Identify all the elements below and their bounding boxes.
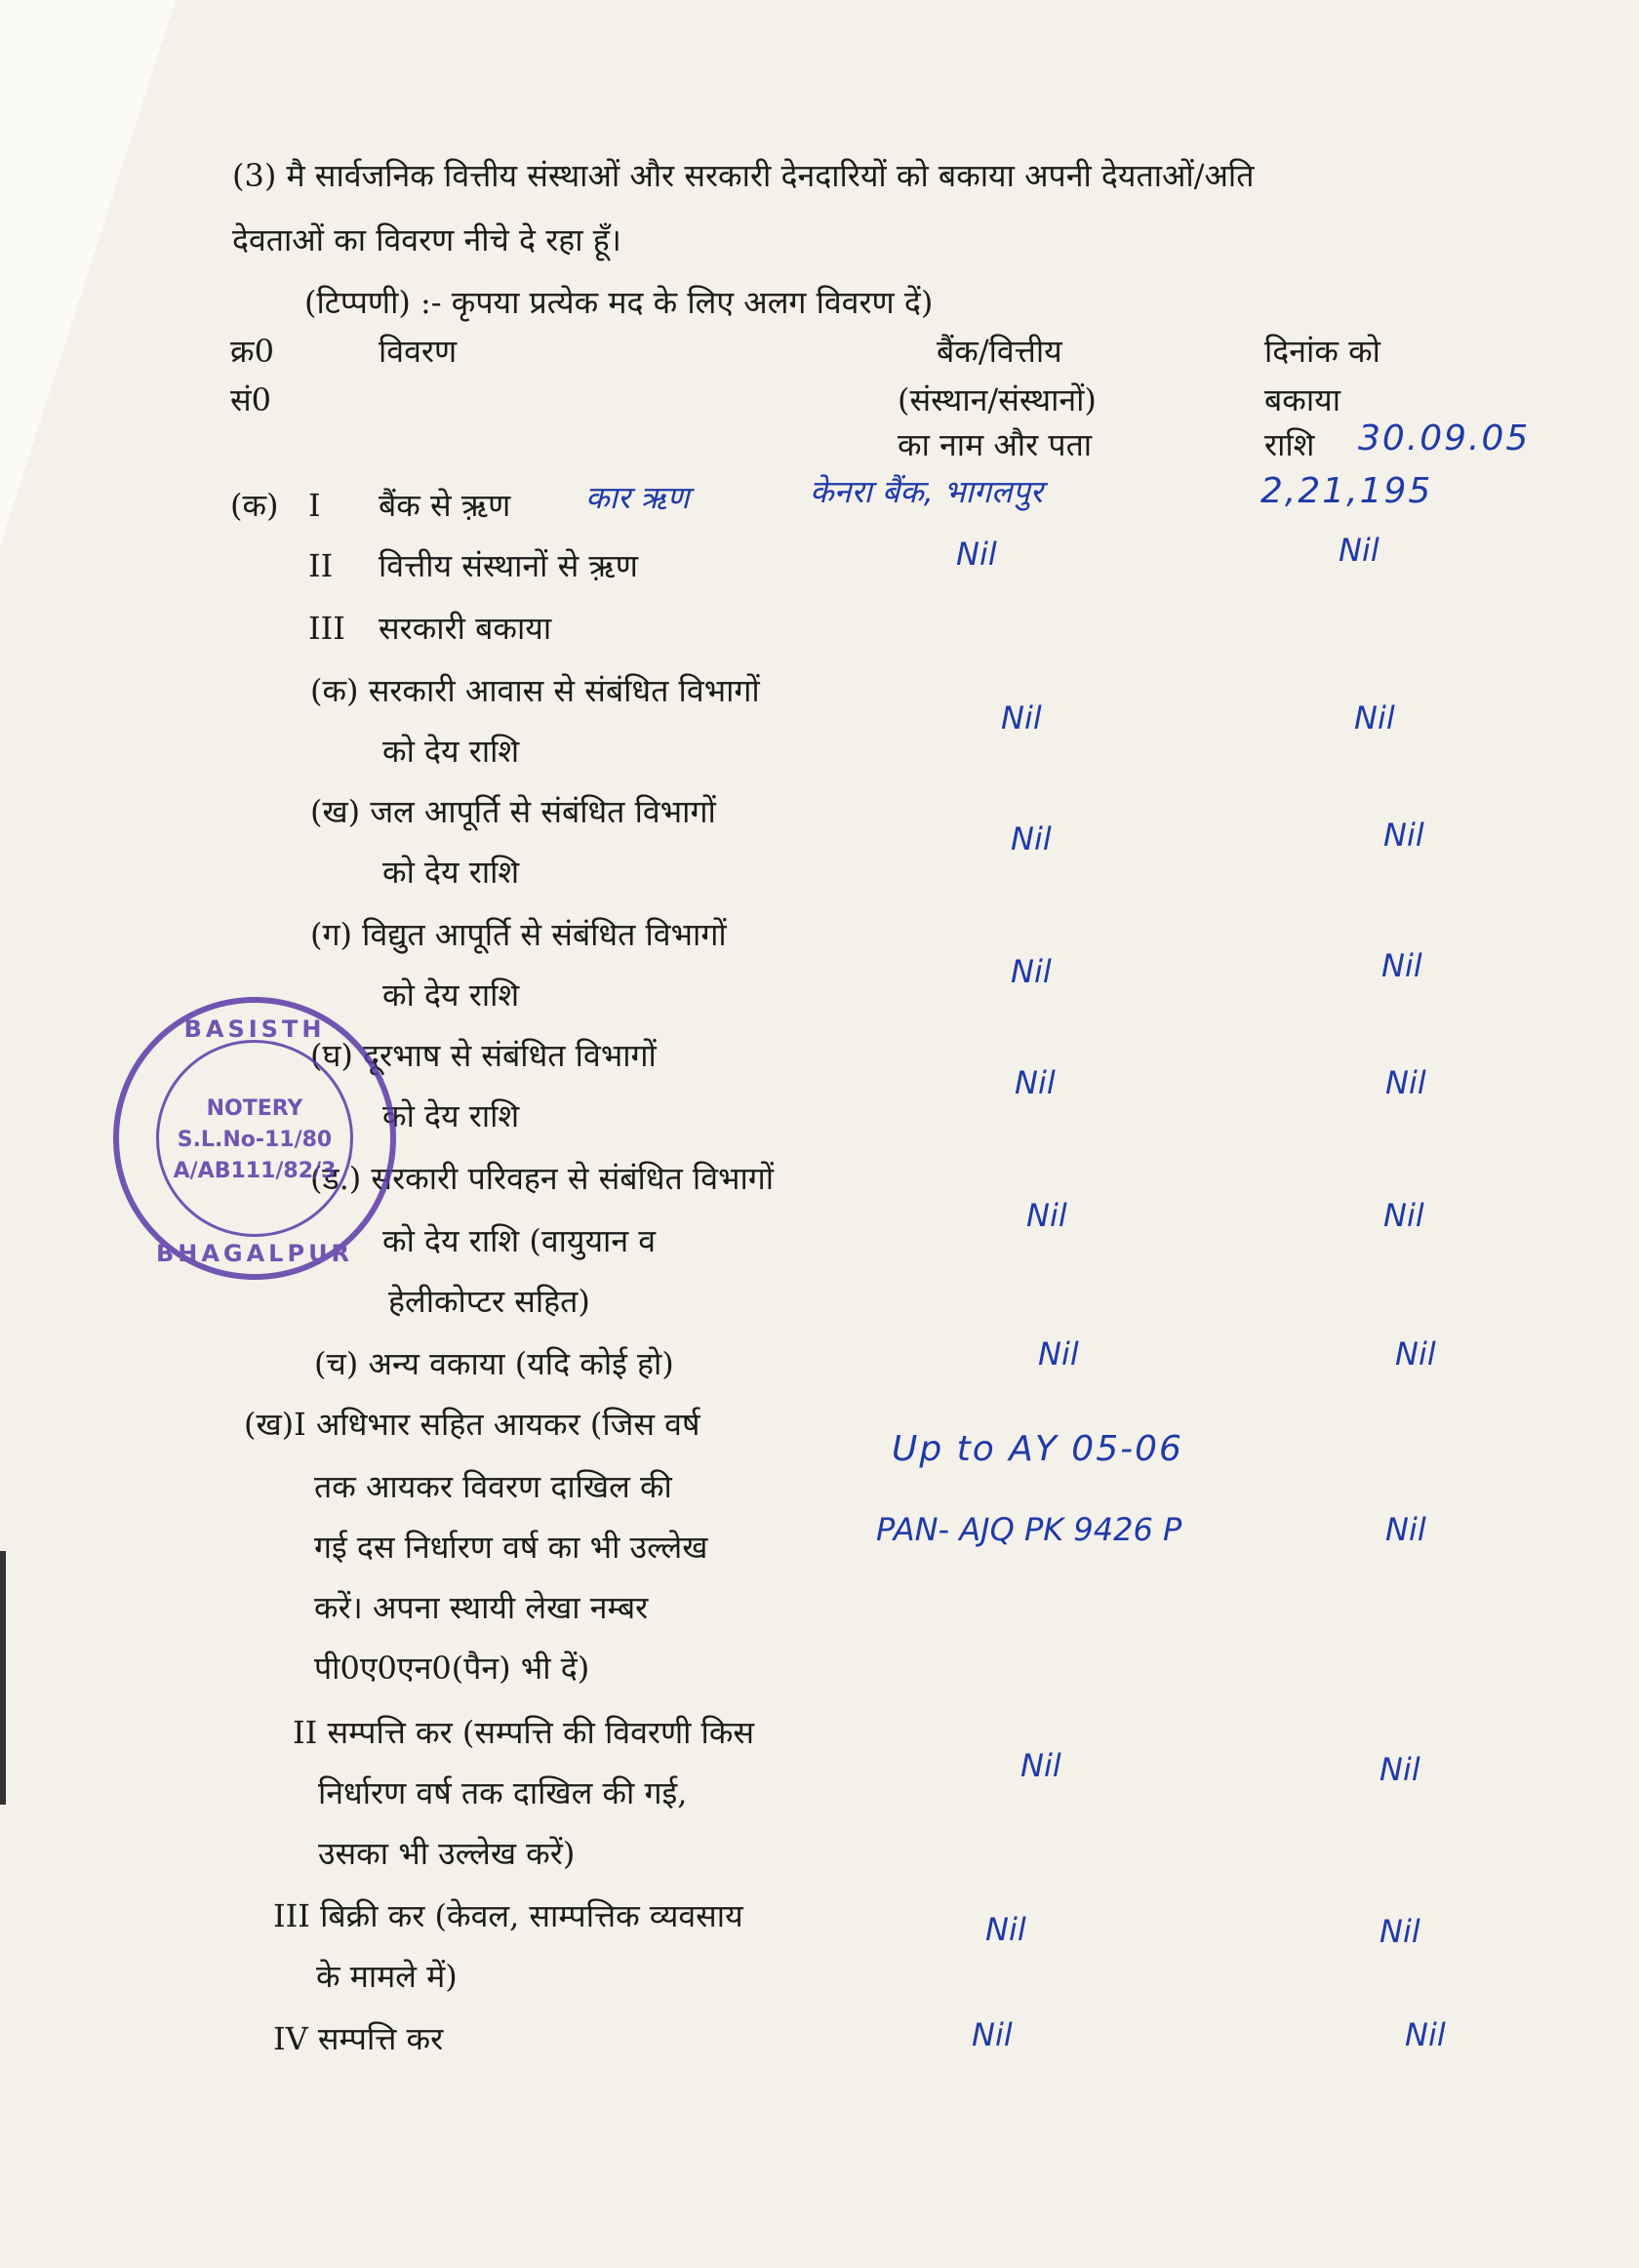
row-other-dues: (च) अन्य वकाया (यदि कोई हो) <box>314 1345 674 1382</box>
row-income-tax-4: करें। अपना स्थायी लेखा नम्बर <box>314 1589 649 1626</box>
header-serial-1: क्र0 <box>230 333 274 370</box>
row-ka-label: (क) <box>230 487 279 524</box>
row-wealth-tax-1: II सम्पत्ति कर (सम्पत्ति की विवरणी किस <box>293 1714 755 1751</box>
handwritten-amount: 2,21,195 <box>1260 471 1433 511</box>
nil-sales-tax-amount: Nil <box>1379 1913 1420 1950</box>
row-transport-1: (ड.) सरकारी परिवहन से संबंधित विभागों <box>310 1160 775 1197</box>
row-income-tax-1: (ख)I अधिभार सहित आयकर (जिस वर्ष <box>244 1406 700 1443</box>
notary-stamp <box>113 997 396 1280</box>
row-wealth-tax-3: उसका भी उल्लेख करें) <box>318 1835 576 1872</box>
row-govt-dues: सरकारी बकाया <box>379 610 552 647</box>
nil-property-tax-amount: Nil <box>1405 2016 1446 2053</box>
nil-fin-loan-bank: Nil <box>956 536 997 573</box>
stamp-word-1: NOTERY <box>206 1096 303 1121</box>
row-transport-3: हेलीकोप्टर सहित) <box>388 1283 590 1320</box>
nil-electricity-bank: Nil <box>1011 953 1052 990</box>
row-bank-loan: बैंक से ऋ़ण <box>379 487 511 524</box>
nil-transport-amount: Nil <box>1383 1197 1424 1234</box>
header-description: विवरण <box>379 333 458 370</box>
row-electricity-1: (ग) विद्युत आपूर्ति से संबंधित विभागों <box>310 916 727 953</box>
handwritten-pan: PAN- AJQ PK 9426 P <box>876 1511 1182 1548</box>
folded-corner <box>0 0 176 546</box>
nil-fin-loan-amount: Nil <box>1339 532 1379 569</box>
nil-housing-amount: Nil <box>1354 699 1395 736</box>
row-iii-numeral: III <box>308 610 345 647</box>
row-sales-tax-2: के मामले में) <box>316 1958 458 1995</box>
header-bank-1: बैंक/वित्तीय <box>937 333 1062 370</box>
row-i-numeral: I <box>308 487 321 524</box>
header-serial-2: सं0 <box>230 381 271 418</box>
header-date-2: बकाया <box>1264 381 1340 418</box>
page-edge-shadow <box>0 1551 6 1805</box>
handwritten-date: 30.09.05 <box>1358 418 1531 458</box>
row-income-tax-2: तक आयकर विवरण दाखिल की <box>314 1468 672 1505</box>
nil-other-bank: Nil <box>1038 1335 1079 1373</box>
nil-property-tax-bank: Nil <box>972 2016 1013 2053</box>
row-water-2: को देय राशि <box>382 854 520 891</box>
header-bank-3: का नाम और पता <box>898 426 1093 463</box>
row-fin-loan: वित्तीय संस्थानों से ऋ़ण <box>379 547 638 584</box>
intro-note: (टिप्पणी) :- कृपया प्रत्येक मद के लिए अलग विवरण दें) <box>304 284 934 321</box>
nil-transport-bank: Nil <box>1026 1197 1067 1234</box>
stamp-top-text: BASISTH <box>183 1015 326 1043</box>
stamp-word-3: A/AB111/82/3 <box>173 1159 337 1183</box>
nil-sales-tax-bank: Nil <box>985 1911 1026 1948</box>
row-income-tax-5: पी0ए0एन0(पैन) भी दें) <box>314 1650 590 1687</box>
stamp-bottom-text: BHAGALPUR <box>155 1240 354 1267</box>
row-transport-2: को देय राशि (वायुयान व <box>382 1222 657 1259</box>
nil-housing-bank: Nil <box>1001 699 1042 736</box>
row-income-tax-3: गई दस निर्धारण वर्ष का भी उल्लेख <box>314 1529 708 1566</box>
handwritten-assessment-year: Up to AY 05-06 <box>892 1429 1183 1469</box>
row-ii-numeral: II <box>308 547 334 584</box>
nil-wealth-tax-bank: Nil <box>1020 1747 1061 1784</box>
stamp-word-2: S.L.No-11/80 <box>177 1128 333 1152</box>
row-sales-tax-1: III बिक्री कर (केवल, साम्पत्तिक व्यवसाय <box>273 1897 743 1934</box>
intro-line-1: (3) मै सार्वजनिक वित्तीय संस्थाओं और सरकारी देनदारियों को बकाया अपनी देयताओं/अति <box>232 157 1255 194</box>
nil-phone-amount: Nil <box>1385 1064 1426 1101</box>
row-property-tax: IV सम्पत्ति कर <box>273 2020 444 2057</box>
row-housing-2: को देय राशि <box>382 733 520 770</box>
handwritten-bank-name: केनरा बैंक, भागलपुर <box>810 473 1043 510</box>
row-phone-1: (घ) दूरभाष से संबंधित विभागों <box>310 1037 657 1074</box>
header-date-3: राशि <box>1264 426 1315 463</box>
nil-water-bank: Nil <box>1011 820 1052 857</box>
handwritten-loan-type: कार ऋण <box>585 479 690 516</box>
row-housing-1: (क) सरकारी आवास से संबंधित विभागों <box>310 672 760 709</box>
nil-electricity-amount: Nil <box>1381 947 1422 984</box>
header-bank-2: (संस्थान/संस्थानों) <box>898 381 1097 418</box>
nil-other-amount: Nil <box>1395 1335 1436 1373</box>
intro-line-2: देवताओं का विवरण नीचे दे रहा हूँ। <box>232 221 621 259</box>
row-water-1: (ख) जल आपूर्ति से संबंधित विभागों <box>310 793 716 830</box>
nil-wealth-tax-amount: Nil <box>1379 1751 1420 1788</box>
row-electricity-2: को देय राशि <box>382 976 520 1014</box>
row-wealth-tax-2: निर्धारण वर्ष तक दाखिल की गई, <box>318 1774 688 1811</box>
nil-water-amount: Nil <box>1383 816 1424 854</box>
nil-income-tax-amount: Nil <box>1385 1511 1426 1548</box>
row-phone-2: को देय राशि <box>382 1097 520 1134</box>
header-date-1: दिनांक को <box>1264 333 1380 370</box>
nil-phone-bank: Nil <box>1015 1064 1056 1101</box>
